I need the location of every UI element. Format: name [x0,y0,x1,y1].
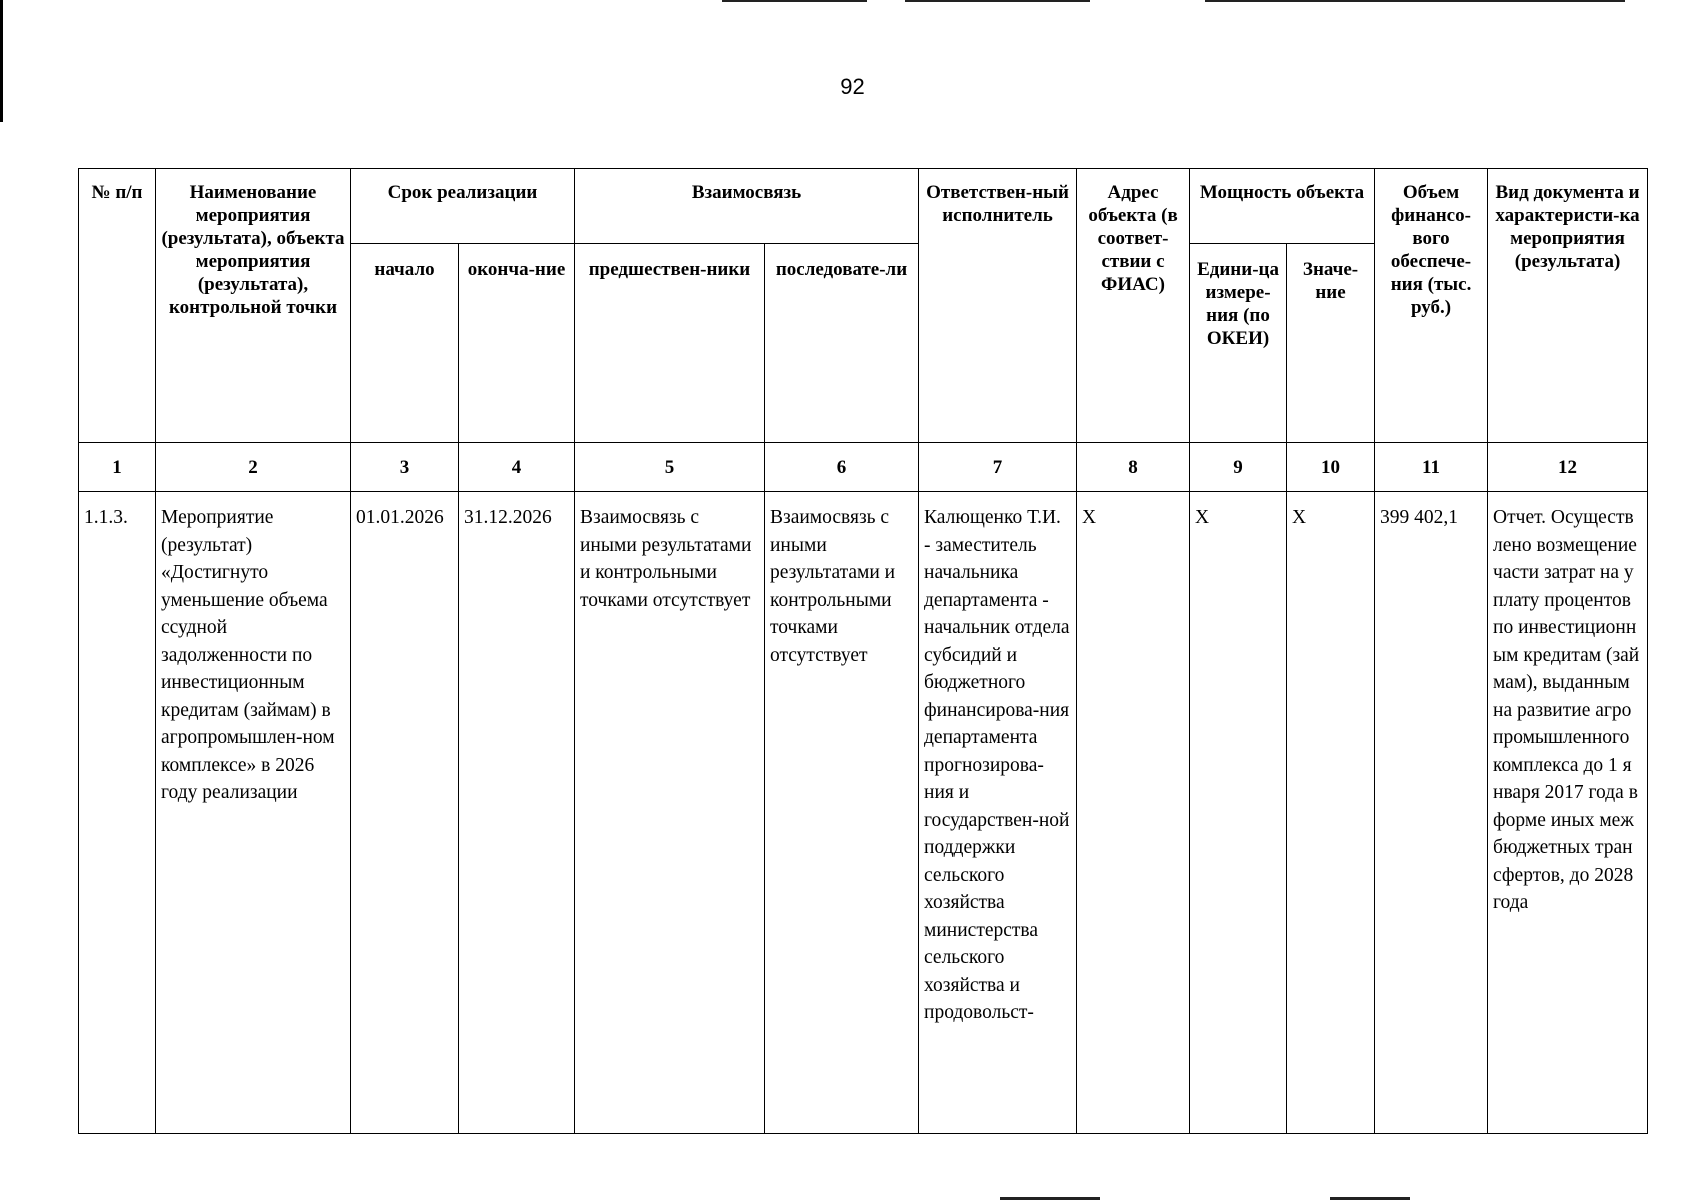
cell-value: X [1287,492,1375,1134]
header-finance: Объем финансо-вого обеспече-ния (тыс. руб.) [1375,169,1488,443]
header-responsible: Ответствен-ный исполнитель [919,169,1077,443]
header-name: Наименование мероприятия (результата), объекта мероприятия (результата), контрольной точки [156,169,351,443]
header-row-top [79,169,1648,244]
column-number: 4 [459,443,575,492]
scan-top-rule [1205,0,1625,2]
cell-start: 01.01.2026 [351,492,459,1134]
column-number: 9 [1190,443,1287,492]
cell-responsible: Калющенко Т.И. - заместитель начальника департамента - начальник отдела субсидий и бюджетного финансирова-ния департамента прогнозирова-ния и государствен-ной поддержки сельского хозяйства министерства сельского хозяйства и продовольст- [919,492,1077,1134]
header-value: Значе-ние [1287,244,1375,443]
cell-num: 1.1.3. [79,492,156,1134]
cell-address: X [1077,492,1190,1134]
activities-table [78,168,1648,1134]
header-address: Адрес объекта (в соответ-ствии с ФИАС) [1077,169,1190,443]
column-number: 3 [351,443,459,492]
column-number: 7 [919,443,1077,492]
column-numbers-row [79,443,1648,492]
cell-predecessors: Взаимосвязь с иными результатами и контрольными точками отсутствует [575,492,765,1134]
column-number: 12 [1488,443,1648,492]
cell-name: Мероприятие (результат) «Достигнуто уменьшение объема ссудной задолженности по инвестиционным кредитам (займам) в агропромышлен-ном комплексе» в 2026 году реализации [156,492,351,1134]
scan-edge-left [0,0,3,122]
cell-unit: X [1190,492,1287,1134]
cell-finance: 399 402,1 [1375,492,1488,1134]
scan-top-rule [905,0,1090,2]
header-power: Мощность объекта [1190,169,1375,244]
header-successors: последовате-ли [765,244,919,443]
header-end: оконча-ние [459,244,575,443]
table-row [79,492,1648,1134]
cell-end: 31.12.2026 [459,492,575,1134]
cell-document: Отчет. Осуществлено возмещение части затрат на уплату процентов по инвестиционным кредитам (займам), выданным на развитие агропромышленного комплекса до 1 января 2017 года в форме иных межбюджетных трансфертов, до 2028 года [1488,492,1648,1134]
page-number: 92 [840,74,865,99]
scan-top-rule [722,0,867,2]
column-number: 6 [765,443,919,492]
column-number: 10 [1287,443,1375,492]
header-term: Срок реализации [351,169,575,244]
header-num: № п/п [79,169,156,443]
header-document: Вид документа и характеристи-ка мероприятия (результата) [1488,169,1648,443]
cell-successors: Взаимосвязь с иными результатами и контрольными точками отсутствует [765,492,919,1134]
header-link: Взаимосвязь [575,169,919,244]
column-number: 8 [1077,443,1190,492]
column-number: 11 [1375,443,1488,492]
column-number: 1 [79,443,156,492]
column-number: 5 [575,443,765,492]
header-unit: Едини-ца измере-ния (по ОКЕИ) [1190,244,1287,443]
column-number: 2 [156,443,351,492]
header-start: начало [351,244,459,443]
header-predecessors: предшествен-ники [575,244,765,443]
